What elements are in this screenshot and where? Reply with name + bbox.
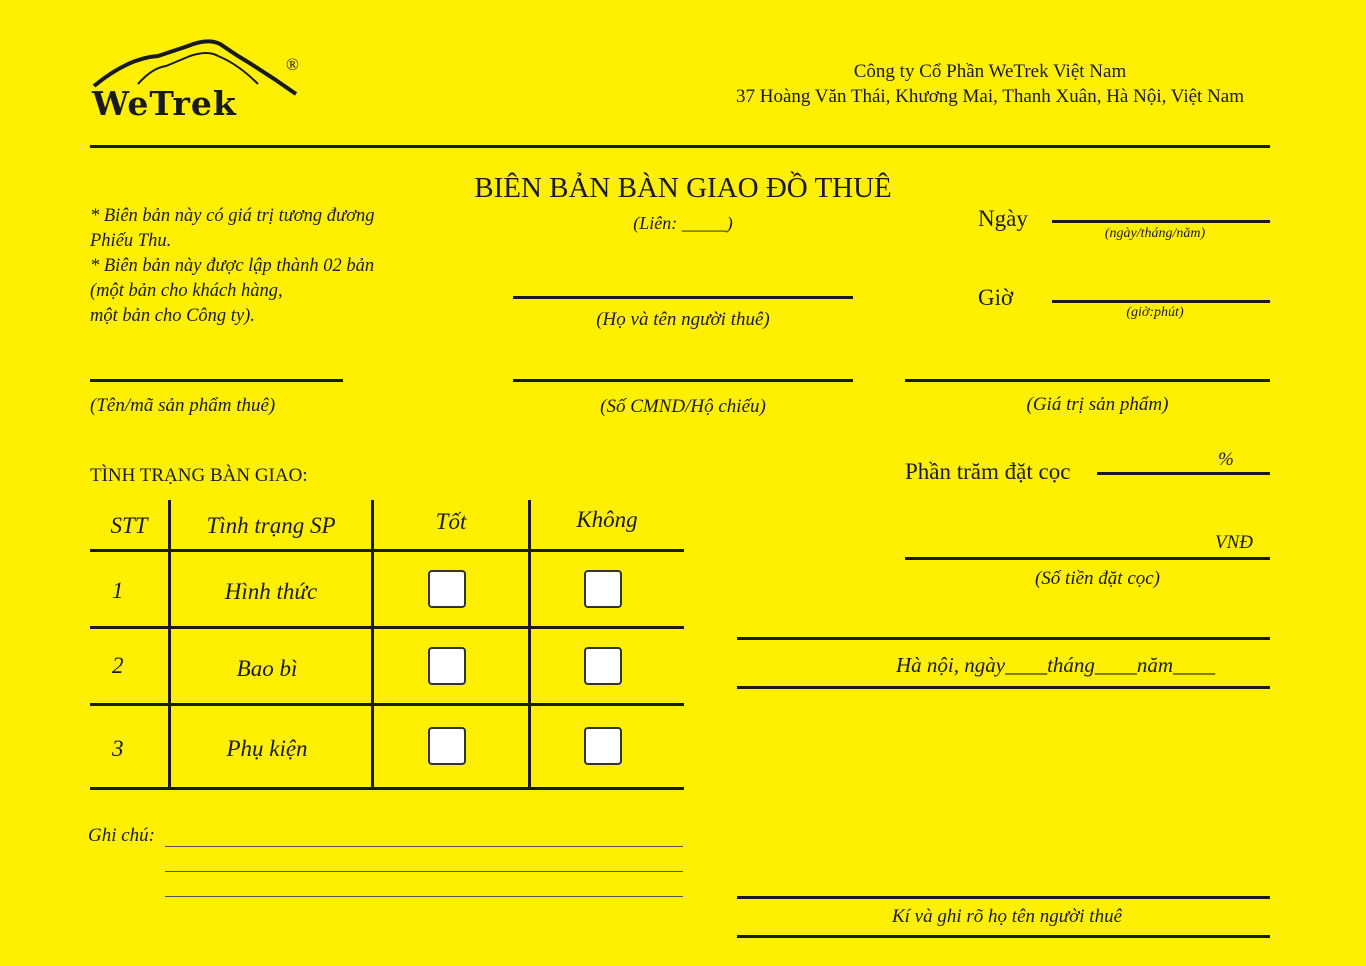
note-line: * Biên bản này được lập thành 02 bản bbox=[90, 256, 375, 276]
date-hint: (ngày/tháng/năm) bbox=[1104, 226, 1206, 241]
company-address: 37 Hoàng Văn Thái, Khương Mai, Thanh Xuân, Hà Nội, Việt Nam bbox=[735, 86, 1245, 107]
table-bottom-border bbox=[90, 787, 684, 790]
row-item: Phụ kiện bbox=[226, 736, 308, 761]
row-item: Bao bì bbox=[236, 656, 298, 681]
notes-line-3[interactable] bbox=[165, 896, 683, 897]
amount-unit: VNĐ bbox=[1215, 532, 1253, 553]
table-column-divider bbox=[371, 500, 374, 790]
signature-label: Kí và ghi rõ họ tên người thuê bbox=[891, 906, 1122, 927]
company-logo bbox=[88, 34, 318, 124]
condition-table bbox=[90, 500, 684, 792]
place-date: Hà nội, ngày____tháng____năm____ bbox=[896, 653, 1216, 677]
deposit-percent-label: Phần trăm đặt cọc bbox=[905, 459, 1071, 484]
condition-heading: TÌNH TRẠNG BÀN GIAO: bbox=[90, 465, 308, 486]
place-date-top-line bbox=[737, 637, 1270, 640]
product-label: (Tên/mã sản phẩm thuê) bbox=[90, 395, 276, 416]
table-column-divider bbox=[528, 500, 531, 790]
page-title: BIÊN BẢN BÀN GIAO ĐỒ THUÊ bbox=[474, 172, 892, 204]
signature-top-line bbox=[737, 896, 1270, 899]
table-header-divider bbox=[90, 549, 684, 552]
column-header-good: Tốt bbox=[435, 509, 467, 534]
time-hint: (giờ:phút) bbox=[1126, 305, 1184, 320]
notes-line-2[interactable] bbox=[165, 871, 683, 872]
id-number-field[interactable] bbox=[513, 379, 853, 382]
signature-bottom-line[interactable] bbox=[737, 935, 1270, 938]
notes-field-label: Ghi chú: bbox=[88, 825, 156, 846]
note-line: * Biên bản này có giá trị tương đương bbox=[90, 206, 375, 226]
note-line: Phiếu Thu. bbox=[90, 231, 172, 251]
deposit-percent-field[interactable] bbox=[1097, 472, 1270, 475]
place-date-bottom-line bbox=[737, 686, 1270, 689]
checkbox-good[interactable] bbox=[428, 727, 466, 765]
checkbox-good[interactable] bbox=[428, 647, 466, 685]
row-number: 2 bbox=[112, 653, 124, 678]
renter-name-field[interactable] bbox=[513, 296, 853, 299]
row-item: Hình thức bbox=[224, 579, 318, 604]
table-row-divider bbox=[90, 626, 684, 629]
copy-label: (Liên: _____) bbox=[633, 213, 733, 233]
table-row-divider bbox=[90, 703, 684, 706]
note-line: (một bản cho khách hàng, bbox=[90, 281, 283, 301]
deposit-amount-label: (Số tiền đặt cọc) bbox=[1034, 568, 1161, 589]
date-field[interactable] bbox=[1052, 220, 1270, 223]
column-header-condition: Tình trạng SP bbox=[206, 513, 336, 538]
renter-name-label: (Họ và tên người thuê) bbox=[596, 309, 770, 330]
time-field[interactable] bbox=[1052, 300, 1270, 303]
column-header-not: Không bbox=[576, 507, 638, 532]
date-label: Ngày bbox=[978, 206, 1028, 231]
note-line: một bản cho Công ty). bbox=[90, 306, 255, 326]
checkbox-not[interactable] bbox=[584, 727, 622, 765]
column-header-stt: STT bbox=[110, 513, 148, 538]
notes-line-1[interactable] bbox=[165, 846, 683, 847]
checkbox-not[interactable] bbox=[584, 570, 622, 608]
row-number: 3 bbox=[112, 736, 124, 761]
time-label: Giờ bbox=[978, 285, 1014, 310]
product-field[interactable] bbox=[90, 379, 343, 382]
row-number: 1 bbox=[112, 578, 124, 603]
registered-mark: ® bbox=[286, 55, 299, 74]
product-value-field[interactable] bbox=[905, 379, 1270, 382]
percent-unit: % bbox=[1218, 449, 1234, 470]
company-name: Công ty Cổ Phần WeTrek Việt Nam bbox=[853, 61, 1127, 82]
checkbox-good[interactable] bbox=[428, 570, 466, 608]
deposit-amount-field[interactable] bbox=[905, 557, 1270, 560]
logo-brand: WeTrek bbox=[92, 84, 237, 123]
notes-block bbox=[90, 204, 430, 329]
header-divider bbox=[90, 145, 1270, 148]
id-number-label: (Số CMND/Hộ chiếu) bbox=[600, 396, 766, 417]
checkbox-not[interactable] bbox=[584, 647, 622, 685]
product-value-label: (Giá trị sản phẩm) bbox=[1026, 394, 1169, 415]
